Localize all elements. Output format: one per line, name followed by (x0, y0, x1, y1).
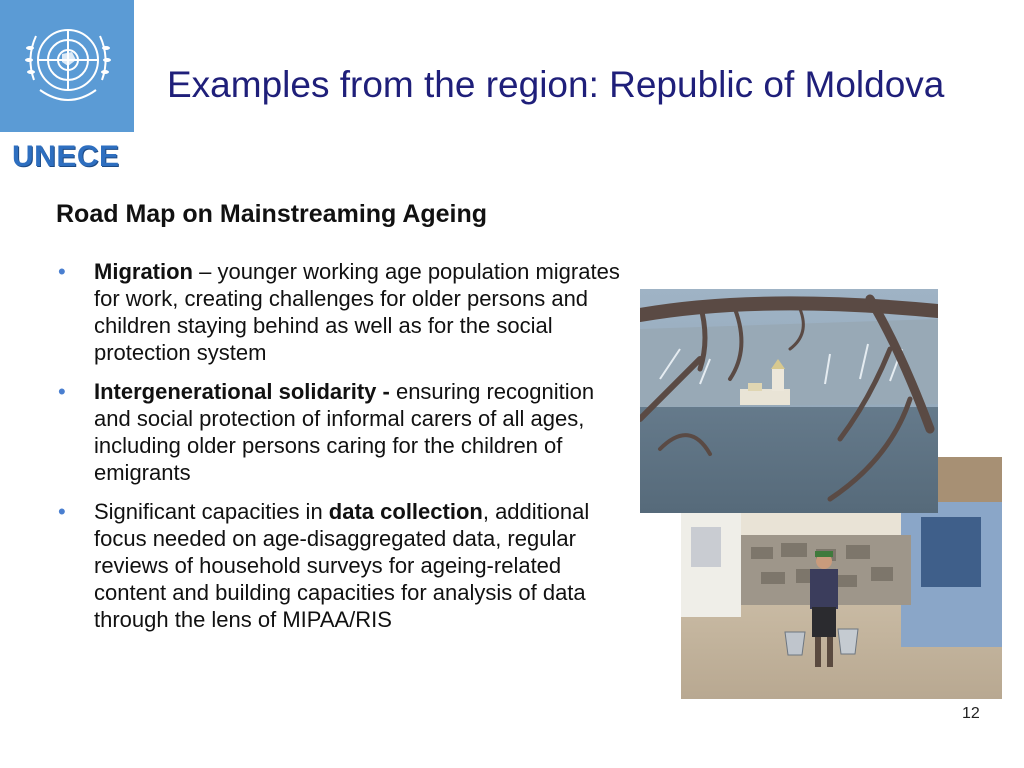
un-logo (0, 0, 134, 132)
bullet-icon: • (58, 499, 66, 524)
bullet-text: ensuring recognition and social protection of informal carers of all ages, including older persons caring for the children of emigrants (94, 379, 595, 485)
bullet-bold: Migration (94, 259, 193, 284)
page-title: Examples from the region: Republic of Moldova (167, 64, 945, 105)
bullet-text: – younger working age population migrates for work, creating challenges for older persons and children staying behind as well as for the social protection system (94, 259, 620, 365)
un-emblem-icon (18, 18, 118, 114)
list-item (56, 498, 636, 633)
bullet-text: , additional focus needed on age-disaggregated data, regular reviews of household surveys for ageing-related content and building capacities for analysis of data through the lens of MIPAA/RIS (94, 499, 590, 632)
bullet-bold: data collection (328, 499, 483, 524)
bullet-icon: • (58, 379, 66, 404)
bullet-icon: • (58, 259, 66, 284)
page-number: 12 (962, 705, 980, 722)
list-item (56, 258, 636, 366)
list-item (56, 378, 636, 486)
church-landscape-photo (640, 289, 938, 513)
bullet-list (56, 258, 636, 645)
section-subtitle: Road Map on Mainstreaming Ageing (56, 200, 488, 228)
bullet-bold: Intergenerational solidarity - (94, 379, 390, 404)
bullet-text-pre: Significant capacities in (94, 499, 329, 524)
brand-name: UNECE (12, 140, 120, 173)
